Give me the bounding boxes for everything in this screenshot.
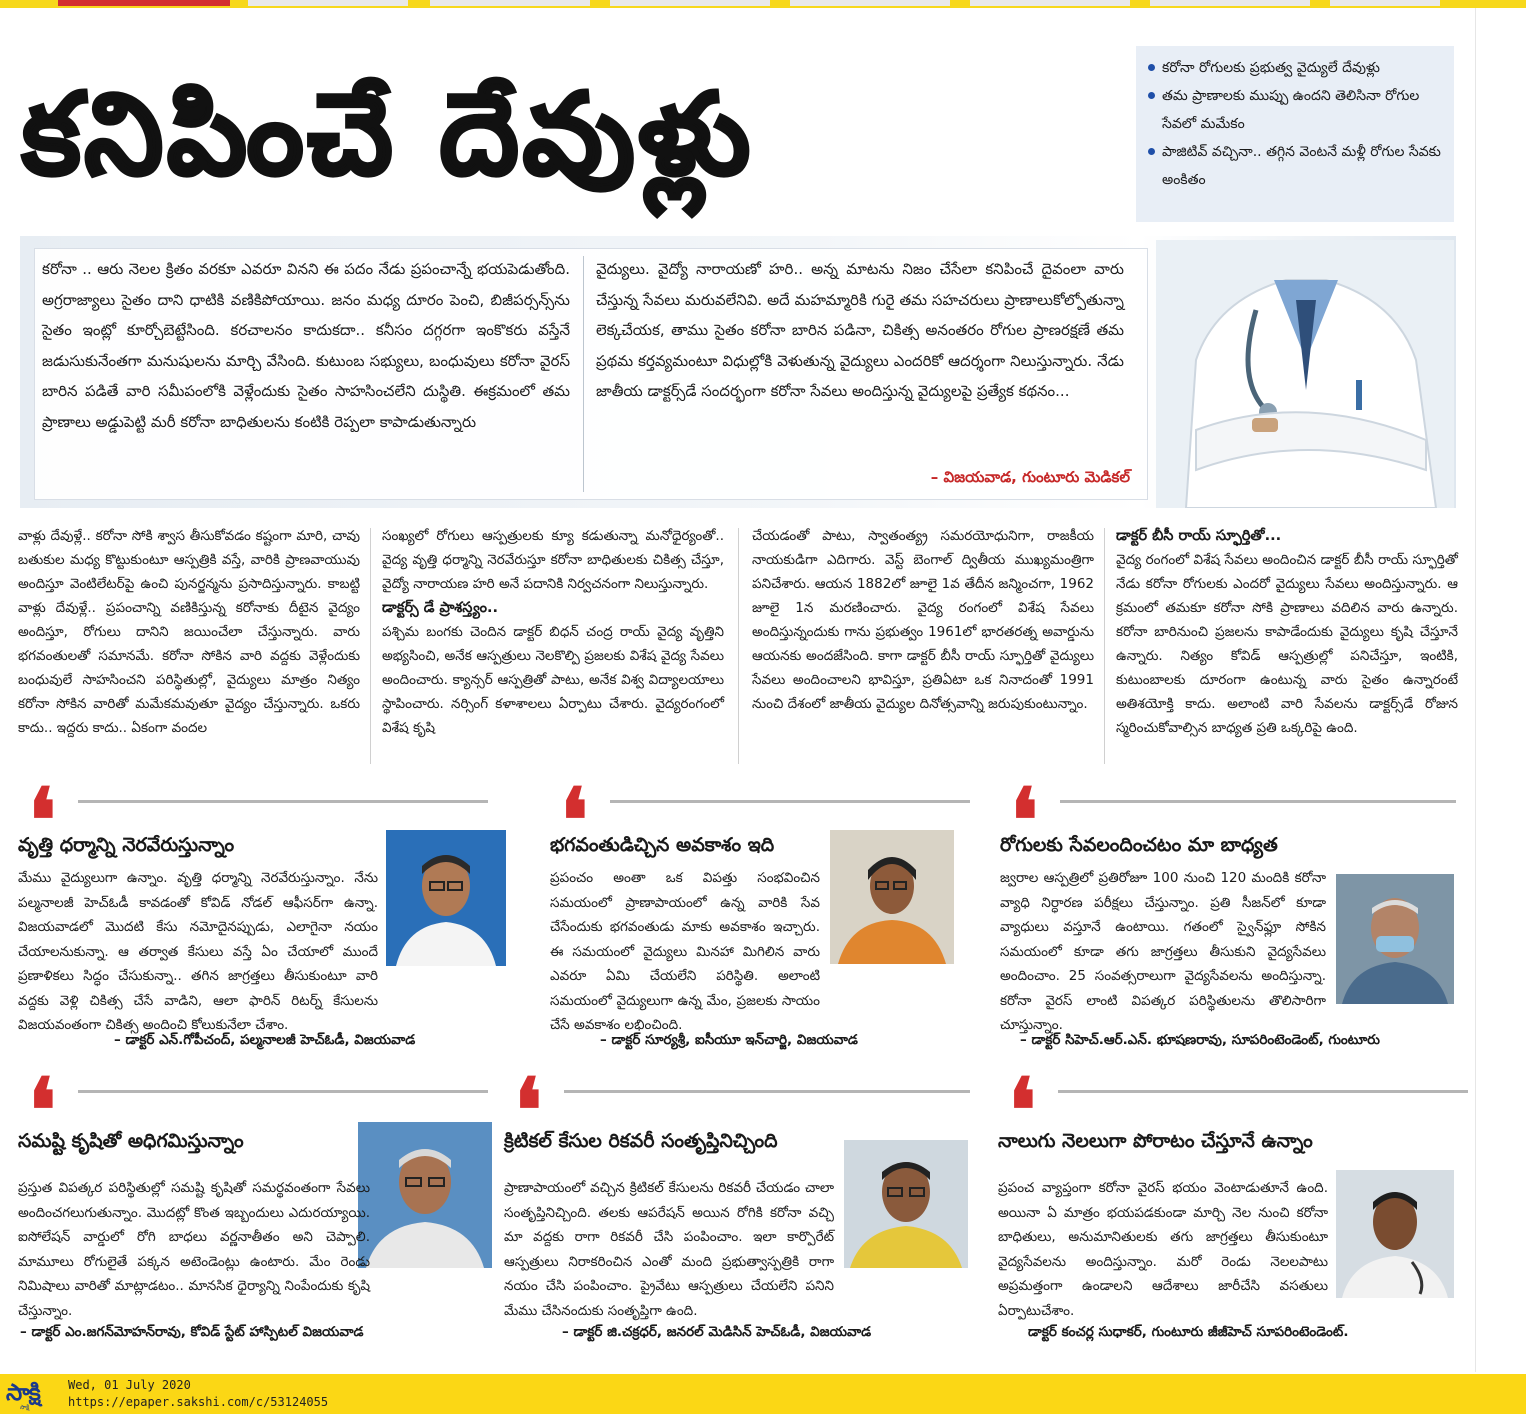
strip-segment-grey xyxy=(248,0,408,6)
quote-mark-icon: ❛ xyxy=(28,1058,57,1162)
body-column-3: చేయడంతో పాటు, స్వాతంత్య్ర సమరయోధునిగా, రాజకీయ నాయకుడిగా ఎదిగారు. వెస్ట్ బెంగాల్ ద్వితీయ ముఖ్యమంత్రిగా పనిచేశారు. ఆయన 1882లో జూలై 1వ తేదీన జన్మించగా, 1962 జూలై 1న మరణించారు. వైద్య రంగంలో విశేష సేవలు అందిస్తున్నందుకు గాను ప్రభుత్వం 1961లో భారతరత్న అవార్డును ఆయనకు అందజేసింది. కాగా డాక్టర్ బీసీ రాయ్ స్ఫూర్తితో వైద్యులు సేవలు అందించాలని భావిస్తూ, ప్రతిఏటా ఒక నినాదంతో 1991 నుంచి దేశంలో జాతీయ వైద్యుల దినోత్సవాన్ని జరుపుకుంటున్నాం. xyxy=(752,528,1094,712)
card-title: వృత్తి ధర్మాన్ని నెరవేరుస్తున్నాం xyxy=(18,834,235,856)
column-2-text-b: పశ్చిమ బంగకు చెందిన డాక్టర్ బిధన్ చంద్ర రాయ్ వైద్య వృత్తిని అభ్యసించి, అనేక ఆస్పత్రులు నెలకొల్పి ప్రజలకు విశేష వైద్య సేవలు అందించారు. క్యాన్సర్ ఆస్పత్రితో పాటు, అనేక విశ్వ విద్యాలయాలు స్థాపించారు. నర్సింగ్ కళాశాలలు ఏర్పాటు చేశారు. వైద్యరంగంలో విశేష కృషి xyxy=(382,624,724,736)
body-column-1: వాళ్లు దేవుళ్లే.. కరోనా సోకి శ్వాస తీసుకోవడం కష్టంగా మారి, చావు బతుకుల మధ్య కొట్టుకుంటూ ఆస్పత్రికి వస్తే, వారికి ప్రాణవాయువు అందిస్తూ వెంటిలేటర్‌పై ఉంచి పునర్జన్మను ప్రసాదిస్తున్నారు. కాబట్టి వాళ్లు దేవుళ్లే.. ప్రపంచాన్ని వణికిస్తున్న కరోనాకు దీటైన వైద్యం అందిస్తూ, రోగులు దానిని జయించేలా చేస్తున్నారు. వారు భగవంతులతో సమానమే. కరోనా సోకిన వారి వద్దకు వెళ్లేందుకు బంధువులే సాహసించని పరిస్థితుల్లో, వైద్యులు మాత్రం నిత్యం కరోనా సోకిన వారితో మమేకమవుతూ వైద్యం చేస్తున్నారు. ఒకరు కాదు.. ఇద్దరు కాదు.. ఏకంగా వందల xyxy=(18,528,360,736)
doctor-illustration xyxy=(1156,240,1454,508)
quote-mark-icon: ❛ xyxy=(28,768,57,872)
quote-mark-icon: ❛ xyxy=(1008,1058,1037,1162)
intro-byline: – విజయవాడ, గుంటూరు మెడికల్ xyxy=(930,468,1130,486)
card-rule xyxy=(564,1090,970,1093)
quote-card xyxy=(18,1058,488,1362)
card-rule xyxy=(78,800,488,803)
card-title: రోగులకు సేవలందించటం మా బాధ్యత xyxy=(1000,834,1278,856)
column-rule xyxy=(738,528,739,764)
highlights-box xyxy=(1136,46,1454,222)
card-title: నాలుగు నెలలుగా పోరాటం చేస్తూనే ఉన్నాం xyxy=(998,1130,1313,1152)
card-rule xyxy=(1058,1090,1468,1093)
highlight-item xyxy=(1148,54,1444,82)
intro-left-text: కరోనా .. ఆరు నెలల క్రితం వరకూ ఎవరూ వినని ఈ పదం నేడు ప్రపంచాన్నే భయపెడుతోంది. అగ్రరాజ్యాలు సైతం దాని ధాటికి వణికిపోయాయి. జనం మధ్య దూరం పెంచి, బిజీపర్సన్స్‌ను సైతం ఇంట్లో కూర్చోబెట్టేసింది. కరచాలనం కాదుకదా.. కనీసం దగ్గరగా ఇంకొకరు వస్తేనే జడుసుకునేంతగా మనుషులను మార్చి వేసింది. కుటుంబ సభ్యులు, బంధువులు కరోనా వైరస్ బారిన పడితే వారి సమీపంలోకి వెళ్లేందుకు సైతం సాహసించలేని దుస్థితి. ఈక్రమంలో తమ ప్రాణాలు అడ్డుపెట్టి మరీ కరోనా బాధితులను కంటికి రెప్పలా కాపాడుతున్నారు xyxy=(42,260,570,431)
bullet-icon xyxy=(1148,148,1155,155)
strip-segment-grey xyxy=(970,0,1130,6)
sakshi-logo[interactable] xyxy=(6,1380,60,1410)
card-rule xyxy=(78,1090,488,1093)
highlight-text: పాజిటివ్ వచ్చినా.. తగ్గిన వెంటనే మళ్లీ రోగుల సేవకు అంకితం xyxy=(1162,144,1441,188)
doctor-photo xyxy=(1336,1170,1454,1298)
bullet-icon xyxy=(1148,64,1155,71)
intro-divider xyxy=(583,256,584,492)
strip-segment-grey xyxy=(610,0,770,6)
quote-mark-icon: ❛ xyxy=(514,1058,543,1162)
column-rule xyxy=(370,528,371,764)
headline: కనిపించే దేవుళ్లు xyxy=(22,70,755,200)
card-signature: – డాక్టర్ జి.చక్రధర్, జనరల్ మెడిసిన్ హెచ్‌ఓడీ, విజయవాడ xyxy=(562,1324,872,1340)
card-rule xyxy=(610,800,970,803)
body-column-4 xyxy=(1116,524,1458,740)
card-title: భగవంతుడిచ్చిన అవకాశం ఇది xyxy=(550,834,775,856)
card-signature: డాక్టర్ కంచర్ల సుధాకర్, గుంటూరు జీజీహెచ్ సూపరింటెండెంట్. xyxy=(1028,1324,1349,1340)
card-signature: – డాక్టర్ సిహెచ్.ఆర్.ఎన్. భూషణరావు, సూపరింటెండెంట్, గుంటూరు xyxy=(1020,1032,1380,1048)
quote-mark-icon: ❛ xyxy=(560,768,589,872)
highlight-item xyxy=(1148,82,1444,138)
doctor-photo xyxy=(844,1140,968,1268)
card-text: ప్రాణాపాయంలో వచ్చిన క్రిటికల్ కేసులను రికవరీ చేయడం చాలా సంతృప్తినిచ్చింది. తలకు ఆపరేషన్ అయిన రోగికి కరోనా వచ్చి మా వద్దకు రాగా రికవరీ చేసి పంపించాం. ఇలా కార్పొరేట్ ఆస్పత్రులు నిరాకరించిన ఎంతో మంది ప్రభుత్వాస్పత్రికి రాగా నయం చేసి పంపించాం. ప్రైవేటు ఆస్పత్రులు చేయలేని పనిని మేము చేసినందుకు సంతృప్తిగా ఉంది. xyxy=(504,1180,834,1319)
quote-mark-icon: ❛ xyxy=(1010,768,1039,872)
quote-card xyxy=(1000,768,1470,1062)
card-signature: – డాక్టర్ ఎం.జగన్‌మోహన్‌రావు, కోవిడ్ స్టేట్ హాస్పిటల్ విజయవాడ xyxy=(20,1324,364,1340)
card-signature: – డాక్టర్ సూర్యశ్రీ, ఐసీయూ ఇన్‌చార్జి, విజయవాడ xyxy=(600,1032,858,1048)
strip-segment-grey xyxy=(430,0,590,6)
logo-subtext: సాక్షి xyxy=(20,1404,30,1411)
highlight-text: కరోనా రోగులకు ప్రభుత్వ వైద్యులే దేవుళ్లు xyxy=(1162,60,1380,76)
strip-segment-grey xyxy=(1150,0,1310,6)
card-text: ప్రపంచం అంతా ఒక విపత్తు సంభవించిన సమయంలో ప్రాణాపాయంలో ఉన్న వారికి సేవ చేసేందుకు భగవంతుడు మాకు అవకాశం ఇచ్చారు. ఈ సమయంలో వైద్యులు మినహా మిగిలిన వారు ఎవరూ ఏమి చేయలేని పరిస్థితి. అలాంటి సమయంలో వైద్యులుగా ఉన్న మేం, ప్రజలకు సాయం చేసే అవకాశం లభించింది. xyxy=(550,870,820,1033)
column-4-subhead: డాక్టర్ బీసీ రాయ్ స్ఫూర్తితో... xyxy=(1116,528,1282,544)
quote-card xyxy=(18,768,488,1062)
card-signature: – డాక్టర్ ఎన్.గోపీచంద్, పల్మనాలజీ హెచ్‌ఓడీ, విజయవాడ xyxy=(114,1032,416,1048)
body-column-2 xyxy=(382,524,724,740)
logo-text: సాక్షి xyxy=(6,1380,40,1406)
highlight-item xyxy=(1148,138,1444,194)
top-color-strip xyxy=(0,0,1526,8)
column-rule xyxy=(1104,528,1105,764)
footer-bar xyxy=(0,1374,1526,1414)
intro-right-text: వైద్యులు. వైద్యో నారాయణో హరి.. అన్న మాటను నిజం చేసేలా కనిపించే దైవంలా వారు చేస్తున్న సేవలు మరువలేనివి. అదే మహమ్మారికి గురై తమ సహచరులు ప్రాణాలుకోల్పోతున్నా లెక్కచేయక, తాము సైతం కరోనా బారిన పడినా, చికిత్స అనంతరం రోగుల ప్రాణరక్షణే తమ ప్రథమ కర్తవ్యమంటూ విధుల్లోకి వెళుతున్న వైద్యులు ఎందరికో ఆదర్శంగా నిలుస్తున్నారు. నేడు జాతీయ డాక్టర్స్‌డే సందర్భంగా కరోనా సేవలు అందిస్తున్న వైద్యులపై ప్రత్యేక కథనం... xyxy=(596,260,1124,400)
strip-segment-red xyxy=(58,0,230,6)
doctor-photo xyxy=(358,1122,492,1268)
doctor-photo xyxy=(830,830,954,964)
doctor-photo xyxy=(1336,874,1454,1004)
card-text: ప్రస్తుత విపత్కర పరిస్థితుల్లో సమష్టి కృషితో సమర్థవంతంగా సేవలు అందించగలుగుతున్నాం. మొదట్లో కొంత ఇబ్బందులు ఎదురయ్యాయి. ఐసోలేషన్ వార్డులో రోగి బాధలు వర్ణనాతీతం అని చెప్పాలి. మామూలు రోగులైతే పక్కన అటెండెంట్లు ఉంటారు. మేం రెండు నిమిషాలు వారితో మాట్లాడటం.. మానసిక ధైర్యాన్ని నింపేందుకు కృషి చేస్తున్నాం. xyxy=(18,1180,370,1319)
column-4-text: వైద్య రంగంలో విశేష సేవలు అందించిన డాక్టర్ బీసీ రాయ్ స్ఫూర్తితో నేడు కరోనా రోగులకు ఎందరో వైద్యులు సేవలు అందిస్తున్నారు. ఆ క్రమంలో తమకూ కరోనా సోకి ప్రాణాలు వదిలిన వారు ఉన్నారు. కరోనా బారినుంచి ప్రజలను కాపాడేందుకు వైద్యులు కృషి చేస్తూనే ఉన్నారు. నిత్యం కోవిడ్ ఆస్పత్రుల్లో పనిచేస్తూ, ఇంటికి, కుటుంబాలకు దూరంగా ఉంటున్న వారు సైతం ఉన్నారంటే అతిశయోక్తి కాదు. అలాంటి వారి సేవలను డాక్టర్స్‌డే రోజున స్మరించుకోవాల్సిన బాధ్యత ప్రతి ఒక్కరిపై ఉంది. xyxy=(1116,552,1458,736)
highlight-text: తమ ప్రాణాలకు ముప్పు ఉందని తెలిసినా రోగుల సేవలో మమేకం xyxy=(1162,88,1420,132)
quote-card xyxy=(504,1058,974,1362)
card-title: క్రిటికల్ కేసుల రికవరీ సంతృప్తినిచ్చింది xyxy=(504,1130,778,1152)
strip-segment-grey xyxy=(790,0,950,6)
quote-card xyxy=(550,768,1020,1062)
quote-card xyxy=(998,1058,1468,1362)
card-rule xyxy=(1060,800,1456,803)
footer-url[interactable]: https://epaper.sakshi.com/c/53124055 xyxy=(68,1395,329,1409)
strip-segment-grey xyxy=(1330,0,1440,6)
doctor-photo xyxy=(386,830,506,966)
footer-date: Wed, 01 July 2020 xyxy=(68,1378,191,1392)
card-text: ప్రపంచ వ్యాప్తంగా కరోనా వైరస్ భయం వెంటాడుతూనే ఉంది. అయినా ఏ మాత్రం భయపడకుండా మార్చి నెల నుంచి కరోనా బాధితులు, అనుమానితులకు తగు జాగ్రత్తలు తీసుకుంటూ వైద్యసేవలను అందిస్తున్నాం. మరో రెండు నెలలపాటు అప్రమత్తంగా ఉండాలని ఆదేశాలు జారీచేసి వసతులు ఏర్పాటుచేశాం. xyxy=(998,1180,1328,1319)
card-title: సమష్టి కృషితో అధిగమిస్తున్నాం xyxy=(18,1130,244,1152)
card-text: జ్వరాల ఆస్పత్రిలో ప్రతిరోజూ 100 నుంచి 120 మందికి కరోనా వ్యాధి నిర్ధారణ పరీక్షలు చేస్తున్నాం. ప్రతి సీజన్‌లో కూడా వ్యాధులు వస్తూనే ఉంటాయి. గతంలో స్వైన్‌ఫ్లూ సోకిన సమయంలో కూడా తగు జాగ్రత్తలు తీసుకుని వైద్యసేవలు అందించాం. 25 సంవత్సరాలుగా వైద్యసేవలను అందిస్తున్నా. కరోనా వైరస్ లాంటి విపత్కర పరిస్థితులను తొలిసారిగా చూస్తున్నాం. xyxy=(1000,870,1326,1033)
column-2-subhead: డాక్టర్స్ డే ప్రాశస్త్యం.. xyxy=(382,600,498,616)
bullet-icon xyxy=(1148,92,1155,99)
card-text: మేము వైద్యులుగా ఉన్నాం. వృత్తి ధర్మాన్ని నెరవేరుస్తున్నాం. నేను పల్మనాలజీ హెచ్‌ఓడీ కావడంతో కోవిడ్ నోడల్ ఆఫీసర్‌గా ఉన్నా. విజయవాడలో మొదటి కేసు నమోదైనప్పుడు, ఎలాగైనా నయం చేయాలనుకున్నా. ఆ తర్వాత కేసులు వస్తే ఏం చేయాలో ముందే ప్రణాళికలు సిద్ధం చేసుకున్నా.. తగిన జాగ్రత్తలు తీసుకుంటూ వారి వద్దకు వెళ్లి చికిత్స చేసే వాడిని, ఆలా ఫారిన్ రిటర్న్ కేసులను విజయవంతంగా చికిత్స అందించి కోలుకునేలా చేశాం. xyxy=(18,870,378,1033)
column-2-text: సంఖ్యలో రోగులు ఆస్పత్రులకు క్యూ కడుతున్నా మనోధైర్యంతో.. వైద్య వృత్తి ధర్మాన్ని నెరవేరుస్తూ కరోనా బాధితులకు చికిత్స చేస్తూ, వైద్యో నారాయణ హరి అనే పదానికి నిర్వచనంగా నిలుస్తున్నారు. xyxy=(382,528,724,592)
